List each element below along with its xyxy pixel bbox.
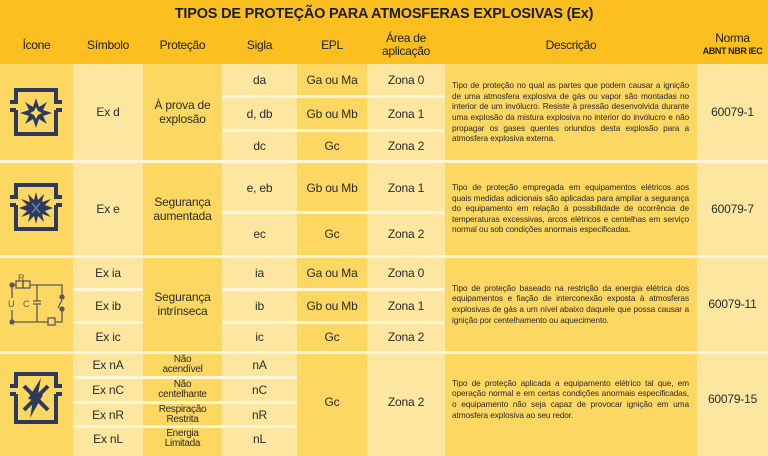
simbolo-ex-ic: Ex ic bbox=[95, 330, 121, 344]
simbolo-ex-ia: Ex ia bbox=[95, 266, 121, 280]
norma-ex-n: 60079-15 bbox=[707, 392, 758, 406]
intrinsic-safety-circuit-icon bbox=[6, 274, 68, 336]
sigla-cell: ib bbox=[255, 299, 264, 313]
header-area-line1: Área de bbox=[386, 31, 426, 45]
protecao-line2: intrínseca bbox=[157, 304, 208, 318]
simbolo-ex-nc: Ex nC bbox=[92, 382, 124, 397]
protecao-ex-e bbox=[143, 163, 222, 254]
epl-cell: Ga ou Ma bbox=[306, 73, 358, 87]
protecao-line2: explosão bbox=[159, 112, 206, 126]
sigla-cell: ic bbox=[255, 330, 264, 344]
simbolo-ex-nl: Ex nL bbox=[93, 431, 123, 446]
header-epl: EPL bbox=[321, 37, 343, 52]
protecao-line1: À prova de bbox=[154, 98, 211, 112]
table-header bbox=[0, 0, 768, 64]
simbolo-ex-ib: Ex ib bbox=[95, 299, 121, 313]
simbolo-ex-na: Ex nA bbox=[92, 357, 124, 372]
sigla-cell: nR bbox=[252, 407, 267, 422]
area-ex-n: Zona 2 bbox=[387, 394, 425, 409]
norma-ex-d: 60079-1 bbox=[711, 105, 754, 119]
descricao-ex-e: Tipo de proteção empregada em equipamentos elétricos aos quais medidas adicionais são aplicadas para ampliar a segurança do equipamento em relação à possibilidade de ocorrência de temperaturas excessivas, arcos elétricos e centelhas em serviço normal ou sob condições anormais especificadas. bbox=[452, 182, 689, 235]
area-cell: Zona 2 bbox=[387, 330, 425, 344]
area-cell: Zona 0 bbox=[387, 73, 425, 87]
descricao-ex-d: Tipo de proteção no qual as partes que podem causar a ignição de uma atmosfera explosiva de gás ou vapor são montadas no interior de um invólucro. Resiste à pressão desenvolvida durante uma explosão da mistura explosiva no interior do invólucro e não propagar os gases quentes oriundos desta explosão para a atmosfera explosiva externa. bbox=[452, 80, 689, 144]
non-sparking-icon bbox=[8, 370, 64, 426]
protecao-ex-nr: Respiração Restrita bbox=[158, 404, 207, 425]
area-cell: Zona 0 bbox=[387, 266, 425, 280]
epl-cell: Gc bbox=[324, 139, 340, 153]
svg-text:C: C bbox=[23, 299, 30, 309]
increased-safety-icon bbox=[8, 181, 64, 233]
descricao-ex-i: Tipo de proteção baseado na restrição da energia elétrica dos equipamentos e fiação de interconexão exposta à atmosferas explosivas de gás a um nível abaixo daquele que possa causar a ignição por centelhamento ou aquecimento. bbox=[452, 282, 689, 325]
svg-text:R: R bbox=[18, 274, 25, 283]
sigla-cell: e, eb bbox=[246, 181, 273, 195]
header-sigla: Sigla bbox=[246, 37, 273, 52]
simbolo-ex-e: Ex e bbox=[96, 201, 120, 216]
protecao-ex-i bbox=[143, 258, 222, 350]
simbolo-ex-d: Ex d bbox=[96, 105, 120, 119]
protecao-ex-d bbox=[143, 64, 222, 160]
epl-cell: Gb ou Mb bbox=[306, 299, 358, 313]
protecao-line2: aumentada bbox=[153, 208, 212, 223]
protecao-line1: Segurança bbox=[154, 290, 211, 304]
epl-cell: Gb ou Mb bbox=[306, 181, 358, 195]
epl-cell: Gc bbox=[324, 330, 340, 344]
header-protecao: Proteção bbox=[159, 37, 206, 52]
area-cell: Zona 2 bbox=[387, 139, 425, 153]
epl-cell: Gc bbox=[324, 227, 340, 241]
protecao-line1: Segurança bbox=[154, 194, 211, 209]
header-area bbox=[367, 26, 445, 64]
epl-cell: Ga ou Ma bbox=[306, 266, 358, 280]
header-norma-line1: Norma bbox=[715, 31, 750, 45]
header-area-line2: aplicação bbox=[381, 44, 430, 58]
sigla-cell: ec bbox=[253, 227, 266, 241]
svg-text:U: U bbox=[8, 299, 15, 309]
protecao-ex-nc: Não centelhante bbox=[158, 379, 207, 400]
descricao-ex-n: Tipo de proteção aplicada a equipamento elétrico tal que, em operação normal e em certas condições anormais especificadas, o equipamento não seja capaz de provocar ignição em uma atmosfera explosiva ao seu redor. bbox=[452, 377, 689, 420]
header-icone: Ícone bbox=[22, 37, 51, 52]
sigla-cell: d, db bbox=[246, 107, 273, 121]
sigla-cell: nA bbox=[252, 357, 267, 372]
epl-cell: Gb ou Mb bbox=[306, 107, 358, 121]
table-title: TIPOS DE PROTEÇÃO PARA ATMOSFERAS EXPLOSIVAS (Ex) bbox=[174, 6, 594, 22]
area-cell: Zona 2 bbox=[387, 227, 425, 241]
sigla-cell: nC bbox=[252, 382, 267, 397]
epl-ex-n: Gc bbox=[324, 394, 340, 409]
explosion-proof-icon bbox=[8, 86, 64, 138]
area-cell: Zona 1 bbox=[387, 299, 425, 313]
sigla-cell: da bbox=[253, 73, 266, 87]
norma-ex-e: 60079-7 bbox=[711, 201, 754, 216]
area-cell: Zona 1 bbox=[387, 107, 425, 121]
protecao-ex-nl: Energia Limitada bbox=[164, 428, 201, 449]
simbolo-ex-nr: Ex nR bbox=[92, 407, 124, 422]
sigla-cell: nL bbox=[253, 431, 266, 446]
area-cell: Zona 1 bbox=[387, 181, 425, 195]
header-simbolo: Símbolo bbox=[87, 37, 129, 52]
sigla-cell: dc bbox=[253, 139, 266, 153]
protecao-ex-na: Não acendível bbox=[162, 354, 203, 375]
header-norma-line2: ABNT NBR IEC bbox=[702, 46, 763, 56]
header-descricao: Descrição bbox=[545, 37, 597, 52]
norma-ex-i: 60079-11 bbox=[708, 297, 757, 311]
header-norma bbox=[697, 26, 768, 64]
sigla-cell: ia bbox=[255, 266, 264, 280]
